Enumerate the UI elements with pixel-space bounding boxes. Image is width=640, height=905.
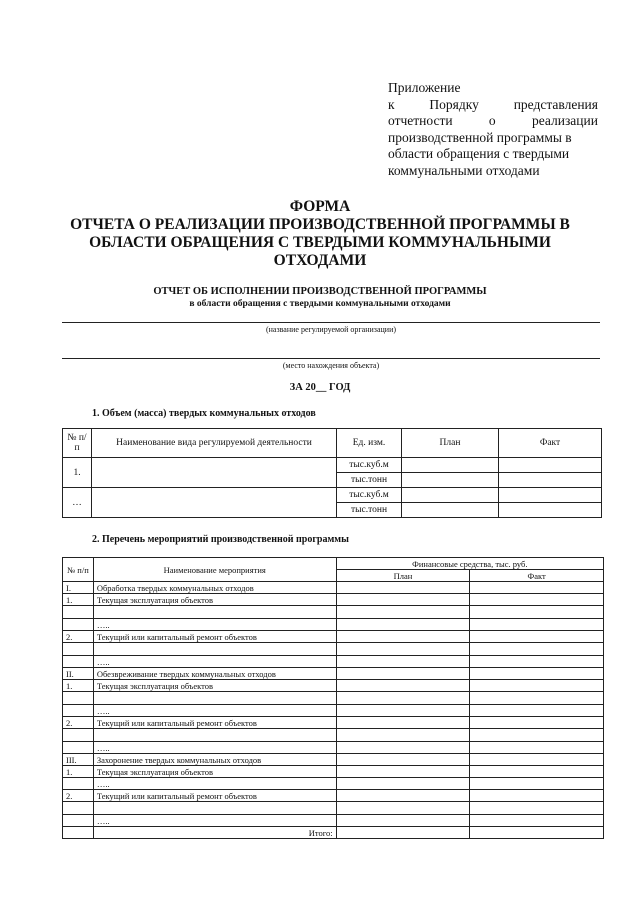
table-row [63,717,604,729]
report-subtitle: в области обращения с твердыми коммунальными отходами [189,299,451,309]
appendix-line-4: области обращения с твердыми [388,146,570,161]
table-row [63,790,604,802]
plan-cell[interactable] [336,742,470,754]
measure-name-cell[interactable] [93,729,336,742]
col-unit-header: Ед. изм. [337,429,402,458]
col-num-header: № п/п [63,558,94,582]
unit-cell: тыс.тонн [337,503,402,518]
fact-cell[interactable] [470,668,604,680]
section-1-title: 1. Объем (масса) твердых коммунальных отходов [92,408,316,419]
total-num-cell [63,827,94,839]
row-num: 1. [63,680,94,692]
measure-name-cell: Текущая эксплуатация объектов [93,766,336,778]
location-line[interactable] [62,358,600,359]
row-num [63,619,94,631]
row-num [63,802,94,815]
fact-cell[interactable] [470,742,604,754]
activity-cell[interactable] [92,488,337,518]
form-title-line: ОБЛАСТИ ОБРАЩЕНИЯ С ТВЕРДЫМИ КОММУНАЛЬНЫМИ [89,234,551,251]
fact-cell[interactable] [470,582,604,594]
total-plan-cell[interactable] [336,827,470,839]
row-num [63,815,94,827]
fact-cell[interactable] [470,705,604,717]
fact-cell[interactable] [470,619,604,631]
appendix-line-5: коммунальными отходами [388,162,540,178]
row-num: III. [63,754,94,766]
row-num: 1. [63,766,94,778]
row-num [63,692,94,705]
table-row [63,656,604,668]
plan-cell[interactable] [402,458,499,473]
fact-cell[interactable] [499,458,602,473]
table-row [63,594,604,606]
table-row [63,778,604,790]
measure-name-cell: ….. [93,742,336,754]
plan-cell[interactable] [336,692,470,705]
table-row [63,754,604,766]
unit-cell: тыс.тонн [337,473,402,488]
form-title [40,198,600,270]
measure-name-cell[interactable] [93,606,336,619]
fact-cell[interactable] [470,729,604,742]
location-caption: (место нахождения объекта) [282,361,380,370]
appendix-word: Порядку [429,96,479,112]
appendix-block [388,80,598,179]
table-row [63,631,604,643]
measure-name-cell: Обработка твердых коммунальных отходов [93,582,336,594]
fact-cell[interactable] [470,594,604,606]
measure-name-cell: ….. [93,778,336,790]
table-row [63,680,604,692]
row-num: 1. [63,594,94,606]
row-num: II. [63,668,94,680]
measures-table [62,557,604,839]
table-row [63,668,604,680]
table-row [63,742,604,754]
appendix-line-3: производственной программы в [388,129,572,145]
measure-name-cell: Захоронение твердых коммунальных отходов [93,754,336,766]
fact-cell[interactable] [499,488,602,503]
plan-cell[interactable] [336,705,470,717]
report-year: ЗА 20__ ГОД [289,382,351,393]
section-2-title: 2. Перечень мероприятий производственной программы [92,534,349,545]
appendix-line-1 [388,97,598,114]
row-num [63,606,94,619]
fact-cell[interactable] [470,643,604,656]
table-row [63,692,604,705]
appendix-word: представления [513,96,598,112]
total-row [63,827,604,839]
measure-name-cell: Текущий или капитальный ремонт объектов [93,717,336,729]
plan-cell[interactable] [336,606,470,619]
total-fact-cell[interactable] [470,827,604,839]
unit-cell: тыс.куб.м [337,458,402,473]
org-name-caption: (название регулируемой организации) [265,325,397,334]
col-plan-header: План [402,429,499,458]
fact-cell[interactable] [470,606,604,619]
row-num: I. [63,582,94,594]
fact-cell[interactable] [470,717,604,729]
row-num: … [63,488,92,518]
appendix-title: Приложение [388,80,461,95]
measure-name-cell[interactable] [93,692,336,705]
measure-name-cell: Текущий или капитальный ремонт объектов [93,631,336,643]
plan-cell[interactable] [336,631,470,643]
row-num [63,643,94,656]
appendix-word: отчетности [388,113,453,128]
col-name-header: Наименование мероприятия [93,558,336,582]
plan-cell[interactable] [336,594,470,606]
fact-cell[interactable] [470,778,604,790]
fact-cell[interactable] [470,754,604,766]
col-num-header: № п/п [63,429,92,458]
measure-name-cell: Обезвреживание твердых коммунальных отходов [93,668,336,680]
fact-cell[interactable] [470,802,604,815]
plan-cell[interactable] [402,473,499,488]
form-title-line: ФОРМА [289,198,351,215]
plan-cell[interactable] [336,656,470,668]
plan-cell[interactable] [336,582,470,594]
measure-name-cell[interactable] [93,643,336,656]
plan-cell[interactable] [336,729,470,742]
plan-cell[interactable] [336,778,470,790]
table-row [63,643,604,656]
measure-name-cell: ….. [93,705,336,717]
report-title [40,285,600,311]
table-header-row [63,429,602,458]
appendix-word: о [488,113,496,128]
fact-cell[interactable] [470,692,604,705]
plan-cell[interactable] [402,503,499,518]
row-num [63,729,94,742]
table-row [63,815,604,827]
row-num [63,778,94,790]
measure-name-cell: ….. [93,619,336,631]
fact-cell[interactable] [470,631,604,643]
row-num [63,705,94,717]
table-row [63,729,604,742]
table-row [63,619,604,631]
row-num: 1. [63,458,92,488]
fact-cell[interactable] [499,503,602,518]
plan-cell[interactable] [336,643,470,656]
measure-name-cell: ….. [93,656,336,668]
plan-cell[interactable] [336,790,470,802]
unit-cell: тыс.куб.м [337,488,402,503]
appendix-word: к [388,96,395,112]
total-label: Итого: [93,827,336,839]
measure-name-cell: Текущая эксплуатация объектов [93,594,336,606]
plan-cell[interactable] [336,717,470,729]
fact-cell[interactable] [470,656,604,668]
row-num [63,656,94,668]
plan-cell[interactable] [336,668,470,680]
table-row [63,458,602,473]
col-fact-header: Факт [470,570,604,582]
plan-cell[interactable] [336,754,470,766]
col-name-header: Наименование вида регулируемой деятельности [92,429,337,458]
fact-cell[interactable] [499,473,602,488]
appendix-word: реализации [532,113,598,128]
row-num [63,742,94,754]
col-plan-header: План [336,570,470,582]
plan-cell[interactable] [336,619,470,631]
table-row [63,766,604,778]
plan-cell[interactable] [336,802,470,815]
org-name-line[interactable] [62,322,600,323]
appendix-line-2 [388,113,598,130]
col-finance-header: Финансовые средства, тыс. руб. [336,558,603,570]
fact-cell[interactable] [470,790,604,802]
activity-cell[interactable] [92,458,337,488]
row-num: 2. [63,717,94,729]
col-fact-header: Факт [499,429,602,458]
measure-name-cell: ….. [93,815,336,827]
plan-cell[interactable] [336,815,470,827]
fact-cell[interactable] [470,680,604,692]
row-num: 2. [63,790,94,802]
table-row [63,705,604,717]
table-header-row [63,558,604,570]
measure-name-cell[interactable] [93,802,336,815]
measure-name-cell: Текущая эксплуатация объектов [93,680,336,692]
table-row [63,606,604,619]
measure-name-cell: Текущий или капитальный ремонт объектов [93,790,336,802]
plan-cell[interactable] [402,488,499,503]
form-title-line: ОТХОДАМИ [273,252,367,269]
measures-body [63,582,604,839]
fact-cell[interactable] [470,766,604,778]
plan-cell[interactable] [336,680,470,692]
form-title-line: ОТЧЕТА О РЕАЛИЗАЦИИ ПРОИЗВОДСТВЕННОЙ ПРОГРАММЫ В [70,216,570,233]
row-num: 2. [63,631,94,643]
fact-cell[interactable] [470,815,604,827]
volume-table [62,428,602,518]
report-title-main: ОТЧЕТ ОБ ИСПОЛНЕНИИ ПРОИЗВОДСТВЕННОЙ ПРОГРАММЫ [153,286,487,297]
table-row [63,802,604,815]
table-row [63,488,602,503]
plan-cell[interactable] [336,766,470,778]
table-row [63,582,604,594]
